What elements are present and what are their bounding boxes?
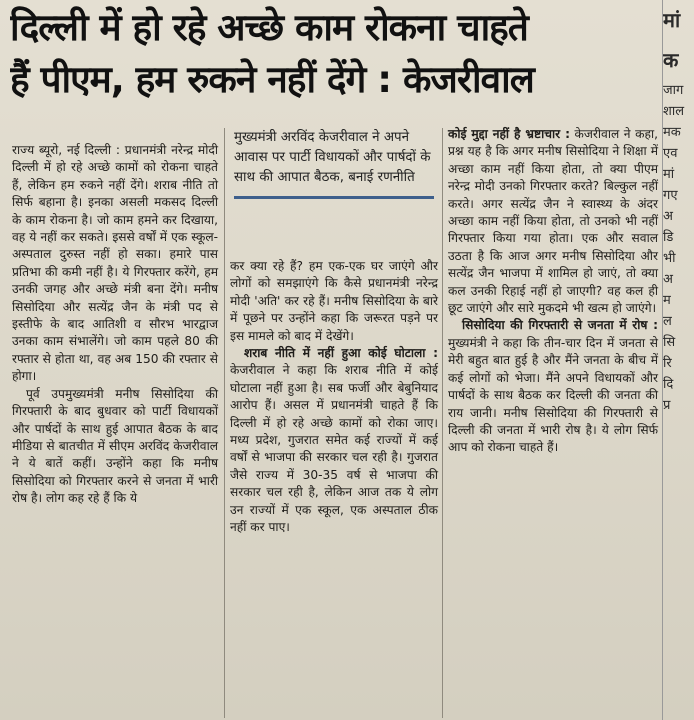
- paragraph-text: केजरीवाल ने कहा कि शराब नीति में कोई घोटाला नहीं हुआ है। सब फर्जी और बेबुनियाद आरोप हैं। असल में प्रधानमंत्री चाहते हैं कि दिल्ली में हो रहे अच्छे कामों को रोका जाए। मध्य प्रदेश, गुजरात समेत कई राज्यों में कई वर्षों से भाजपा की सरकार चल रही है। गुजरात जैसे राज्य में 30-35 वर्ष से भाजपा की सरकार चल रही है, लेकिन आज तक ये लोग उन राज्यों में एक स्कूल, एक अस्पताल ठीक नहीं कर पाए।: [230, 363, 438, 535]
- edge-text-fragment: ल: [663, 314, 672, 329]
- article-paragraph: [448, 317, 658, 456]
- paragraph-text: मुख्यमंत्री ने कहा कि तीन-चार दिन में जनता से मेरी बहुत बात हुई है और मैंने जनता के बीच में कई लोगों को भेजा। मैंने अपने विधायकों और पार्षदों के साथ बैठक कर दिल्ली की जनता की राय जानी। मनीष सिसोदिया की गिरफ्तारी से दिल्ली की जनता में भारी रोष है। ये लोग सिर्फ आप को रोकना चाहते हैं।: [448, 335, 658, 455]
- edge-text-fragment: सि: [663, 335, 676, 350]
- edge-text-fragment: दि: [663, 377, 674, 392]
- edge-text-fragment: गए: [663, 188, 678, 203]
- edge-text-fragment: अ: [663, 272, 673, 287]
- paragraph-text: केजरीवाल ने कहा, प्रश्न यह है कि अगर मनीष सिसोदिया ने शिक्षा में अच्छा काम नहीं किया होता, तो क्या पीएम नरेन्द्र मोदी उनको गिरफ्तार करते? बिल्कुल नहीं करते। अगर सत्येंद्र जैन ने स्वास्थ्य के अंदर अच्छा काम नहीं किया होता, तो उनको भी नहीं गिरफ्तार किया गया होता। एक और सवाल उठता है कि आज अगर मनीष सिसोदिया और सत्येंद्र जैन भाजपा में शामिल हो जाएं, तो क्या कल उनकी रिहाई नहीं हो जाएगी? वह कल ही छूट जाएंगे और सारे मुकदमे भी खत्म हो जाएंगे।: [448, 127, 658, 316]
- subheading: शराब नीति में नहीं हुआ कोई घोटाला :: [244, 346, 438, 361]
- edge-text-fragment: अ: [663, 209, 673, 224]
- edge-text-fragment: रि: [663, 356, 672, 371]
- edge-text-fragment: म: [663, 293, 671, 308]
- edge-headline-fragment: क: [663, 48, 679, 72]
- edge-text-fragment: एव: [663, 146, 678, 161]
- column-divider: [224, 128, 225, 718]
- edge-text-fragment: डि: [663, 230, 674, 245]
- column-divider: [442, 128, 443, 718]
- edge-text-fragment: मां: [663, 167, 675, 182]
- article-paragraph: राज्य ब्यूरो, नई दिल्ली : प्रधानमंत्री नरेन्द्र मोदी दिल्ली में हो रहे अच्छे कामों को रोकना चाहते हैं, लेकिन हम रुकने नहीं देंगे। शराब नीति तो सिर्फ बहाना है। इनका असली मकसद दिल्ली के काम रोकना है। जो काम हमने कर दिखाया, वह ये नहीं कर सकते। इससे वर्षों में एक स्कूल-अस्पताल दुरुस्त नहीं हो सका। हमारे पास प्रतिभा की कमी नहीं है। ये गिरफ्तार करेंगे, हम उनकी जगह और अच्छे मंत्री बना देंगे। मनीष सिसोदिया और सत्येंद्र जैन के मंत्री पद से इस्तीफे के बाद आतिशी व सौरभ भारद्वाज उनका काम संभालेंगे। जो काम पहले 80 की रफ्तार से होता था, वह अब 150 की रफ्तार से होगा।: [12, 143, 218, 384]
- edge-text-fragments: [663, 80, 694, 416]
- article-column-3: [448, 126, 658, 457]
- headline-line-2: हैं पीएम, हम रुकने नहीं देंगे : केजरीवाल: [10, 58, 534, 101]
- edge-text-fragment: भी: [663, 251, 676, 266]
- edge-text-fragment: शाल: [663, 104, 685, 119]
- edge-text-fragment: जाग: [663, 83, 684, 98]
- article-paragraph: कर क्या रहे हैं? हम एक-एक घर जाएंगे और लोगों को समझाएंगे कि कैसे प्रधानमंत्री नरेन्द्र मोदी 'अति' कर रहे हैं। मनीष सिसोदिया के बारे में पूछने पर उन्होंने कहा कि जरूरत पड़ने पर इस मामले को बाद में देखेंगे।: [230, 259, 438, 343]
- edge-text-fragment: मक: [663, 125, 681, 140]
- edge-headline-fragment: मां: [663, 8, 681, 32]
- article-paragraph: [230, 345, 438, 536]
- edge-text-fragment: प्र: [663, 398, 671, 413]
- headline: [10, 2, 660, 106]
- subheading: कोई मुद्दा नहीं है भ्रष्टाचार :: [448, 127, 570, 141]
- article-paragraph: [448, 126, 658, 317]
- adjacent-article-edge: [662, 0, 694, 720]
- subheading: सिसोदिया की गिरफ्तारी से जनता में रोष :: [462, 318, 658, 333]
- article-column-2: [230, 258, 438, 537]
- headline-line-1: दिल्ली में हो रहे अच्छे काम रोकना चाहते: [10, 6, 528, 49]
- article-paragraph: पूर्व उपमुख्यमंत्री मनीष सिसोदिया की गिरफ्तारी के बाद बुधवार को पार्टी विधायकों और पार्षदों के साथ हुई आपात बैठक के बाद मीडिया से बातचीत में सीएम अरविंद केजरीवाल ने ये बातें कहीं। उन्होंने कहा कि मनीष सिसोदिया को गिरफ्तार करने से जनता में भारी रोष है। लोग कह रहे हैं कि ये: [12, 386, 218, 506]
- pull-quote: मुख्यमंत्री अरविंद केजरीवाल ने अपने आवास पर पार्टी विधायकों और पार्षदों के साथ की आपात बैठक, बनाई रणनीति: [234, 128, 434, 199]
- article-column-1: [12, 142, 218, 508]
